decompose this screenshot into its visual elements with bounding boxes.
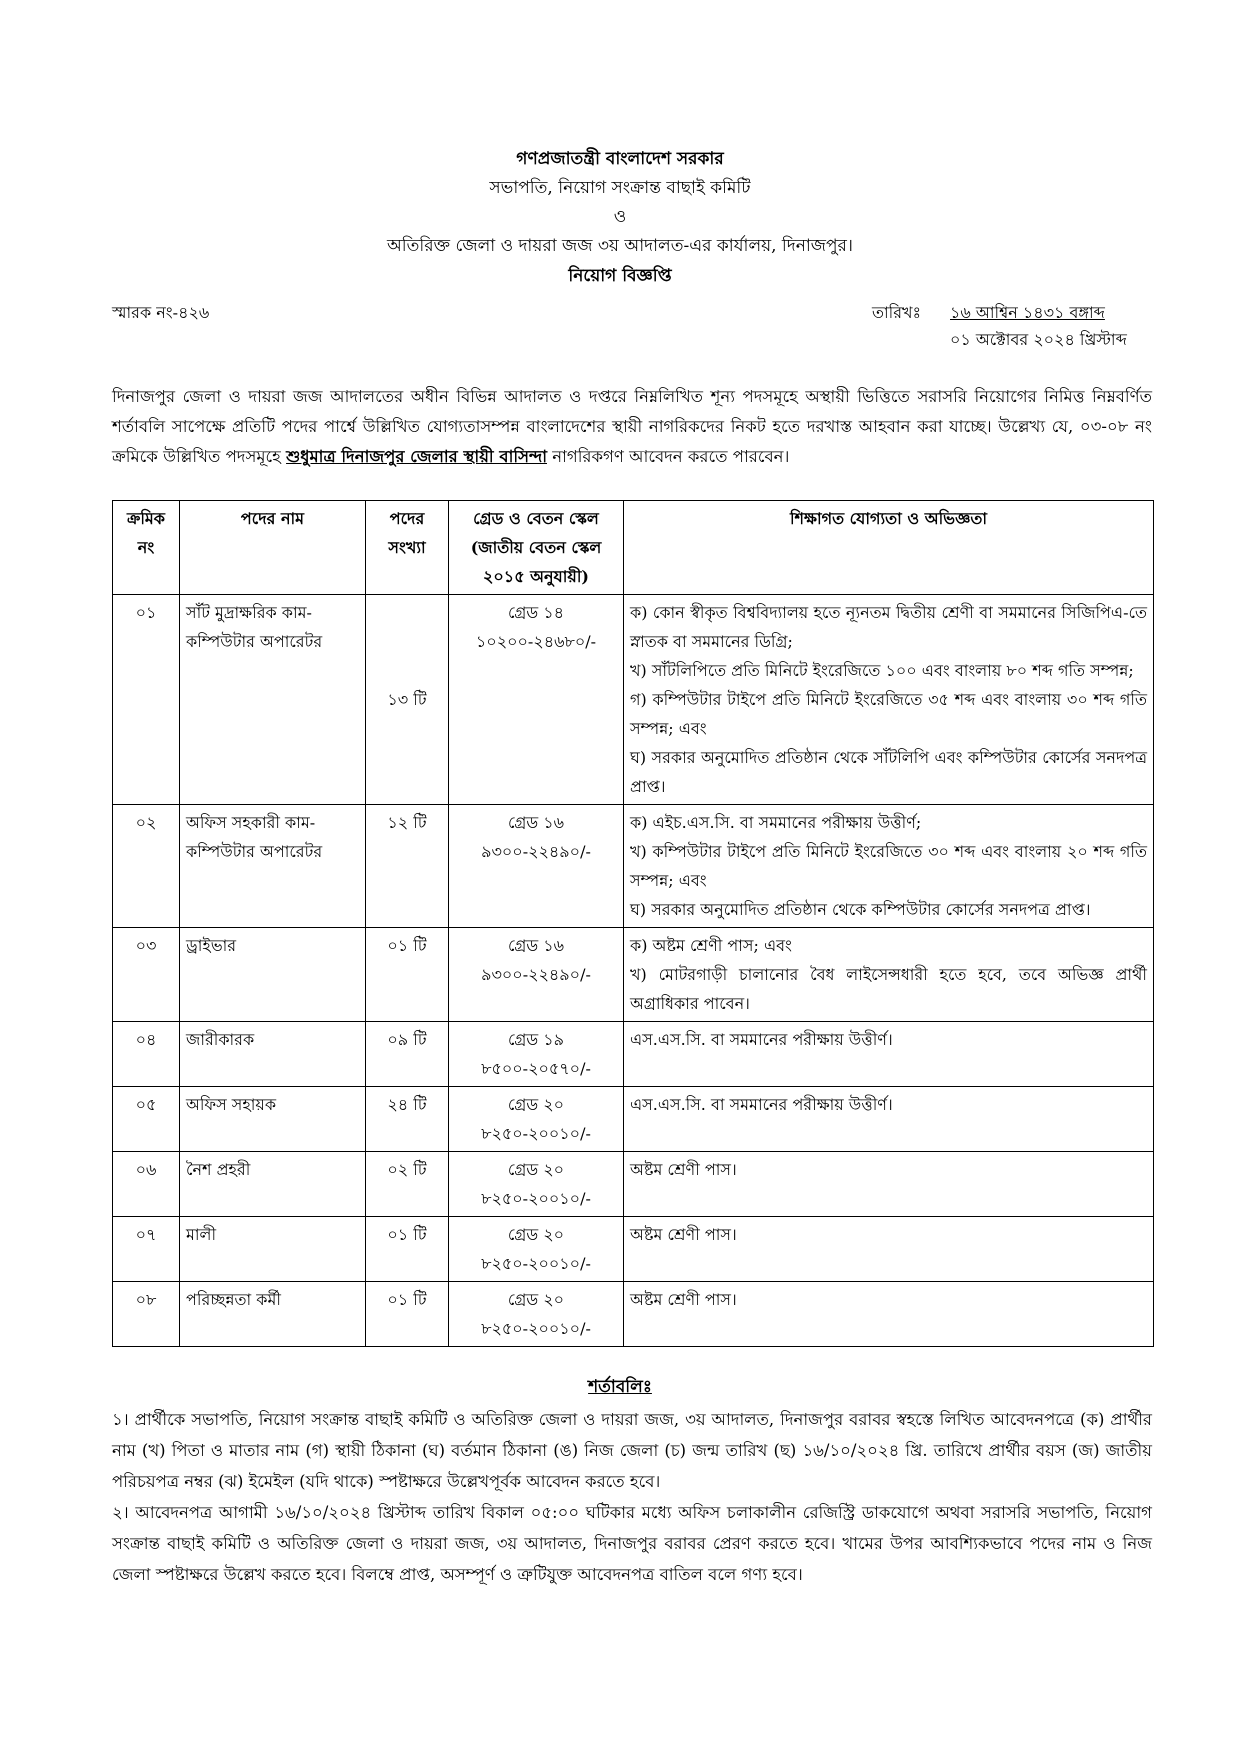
cell-grade	[449, 805, 624, 928]
cell-post: মালী	[180, 1217, 366, 1282]
grade-label: গ্রেড ২০	[507, 1225, 565, 1244]
pay-scale: ৮২৫০-২০০১০/-	[481, 1124, 591, 1143]
header-post: পদের নাম	[180, 501, 366, 595]
pay-scale: ৯৩০০-২২৪৯০/-	[481, 842, 591, 861]
grade-label: গ্রেড ২০	[507, 1095, 565, 1114]
cell-serial: ০৪	[113, 1022, 180, 1087]
cell-qualification	[624, 928, 1154, 1022]
intro-text-2: নাগরিকগণ আবেদন করতে পারবেন।	[547, 447, 790, 466]
term-item: ১। প্রার্থীকে সভাপতি, নিয়োগ সংক্রান্ত বাছাই কমিটি ও অতিরিক্ত জেলা ও দায়রা জজ, ৩য় আদালত, দিনাজপুর বরাবর স্বহস্তে লিখিত আবেদনপত্রে (ক) প্রার্থীর নাম (খ) পিতা ও মাতার নাম (গ) স্থায়ী ঠিকানা (ঘ) বর্তমান ঠিকানা (ঙ) নিজ জেলা (চ) জন্ম তারিখ (ছ) ১৬/১০/২০২৪ খ্রি. তারিখে প্রার্থীর বয়স (জ) জাতীয় পরিচয়পত্র নম্বর (ঝ) ইমেইল (যদি থাকে) স্পষ্টাক্ষরে উল্লেখপূর্বক আবেদন করতে হবে।	[112, 1410, 1152, 1491]
header-qualification: শিক্ষাগত যোগ্যতা ও অভিজ্ঞতা	[624, 501, 1154, 595]
cell-serial: ০১	[113, 595, 180, 805]
cell-count: ০১ টি	[366, 1282, 449, 1347]
cell-grade	[449, 1087, 624, 1152]
notice-title: নিয়োগ বিজ্ঞপ্তি	[568, 266, 672, 286]
cell-qualification	[624, 1217, 1154, 1282]
header-count: পদের সংখ্যা	[366, 501, 449, 595]
date-english: ০১ অক্টোবর ২০২৪ খ্রিস্টাব্দ	[950, 330, 1127, 349]
pay-scale: ৮২৫০-২০০১০/-	[481, 1319, 591, 1338]
pay-scale: ৯৩০০-২২৪৯০/-	[481, 965, 591, 984]
cell-count: ১৩ টি	[366, 595, 449, 805]
qualification-item: খ) মোটরগাড়ী চালানোর বৈধ লাইসেন্সধারী হতে হবে, তবে অভিজ্ঞ প্রার্থী অগ্রাধিকার পাবেন।	[630, 965, 1147, 1013]
cell-grade	[449, 1022, 624, 1087]
office-line: অতিরিক্ত জেলা ও দায়রা জজ ৩য় আদালত-এর কার্যালয়, দিনাজপুর।	[387, 236, 853, 256]
cell-serial: ০৮	[113, 1282, 180, 1347]
cell-grade	[449, 1217, 624, 1282]
cell-count: ০১ টি	[366, 1217, 449, 1282]
table-row	[113, 1217, 1154, 1282]
header-serial: ক্রমিক নং	[113, 501, 180, 595]
cell-post: জারীকারক	[180, 1022, 366, 1087]
qualification-item: গ) কম্পিউটার টাইপে প্রতি মিনিটে ইংরেজিতে ৩৫ শব্দ এবং বাংলায় ৩০ শব্দ গতি সম্পন্ন; এবং	[630, 690, 1147, 738]
qualification-item: এস.এস.সি. বা সমমানের পরীক্ষায় উত্তীর্ণ।	[630, 1095, 893, 1114]
cell-qualification	[624, 1282, 1154, 1347]
cell-grade	[449, 928, 624, 1022]
table-row	[113, 1022, 1154, 1087]
cell-serial: ০৫	[113, 1087, 180, 1152]
intro-paragraph	[112, 382, 1152, 472]
qualification-item: ঘ) সরকার অনুমোদিত প্রতিষ্ঠান থেকে কম্পিউটার কোর্সের সনদপত্র প্রাপ্ত।	[630, 900, 1091, 919]
cell-qualification	[624, 1087, 1154, 1152]
table-row	[113, 1087, 1154, 1152]
qualification-item: ঘ) সরকার অনুমোদিত প্রতিষ্ঠান থেকে সাঁটলিপি এবং কম্পিউটার কোর্সের সনদপত্র প্রাপ্ত।	[630, 748, 1147, 796]
cell-grade	[449, 1282, 624, 1347]
cell-post: সাঁট মুদ্রাক্ষরিক কাম-কম্পিউটার অপারেটর	[180, 595, 366, 805]
cell-count: ০৯ টি	[366, 1022, 449, 1087]
cell-qualification	[624, 1022, 1154, 1087]
pay-scale: ৮৫০০-২০৫৭০/-	[481, 1059, 591, 1078]
pay-scale: ১০২০০-২৪৬৮০/-	[475, 632, 597, 651]
cell-post: ড্রাইভার	[180, 928, 366, 1022]
cell-post: পরিচ্ছন্নতা কর্মী	[180, 1282, 366, 1347]
grade-label: গ্রেড ১৬	[507, 813, 565, 832]
header-grade: গ্রেড ও বেতন স্কেল (জাতীয় বেতন স্কেল ২০১৫ অনুযায়ী)	[449, 501, 624, 595]
vacancy-table	[112, 500, 1154, 1347]
table-row	[113, 928, 1154, 1022]
conjunction: ও	[613, 207, 627, 227]
cell-count: ০১ টি	[366, 928, 449, 1022]
cell-count: ১২ টি	[366, 805, 449, 928]
qualification-item: খ) কম্পিউটার টাইপে প্রতি মিনিটে ইংরেজিতে ৩০ শব্দ এবং বাংলায় ২০ শব্দ গতি সম্পন্ন; এবং	[630, 842, 1147, 890]
date-label: তারিখঃ	[872, 303, 922, 322]
table-header-row	[113, 501, 1154, 595]
pay-scale: ৮২৫০-২০০১০/-	[481, 1189, 591, 1208]
term-item: ২। আবেদনপত্র আগামী ১৬/১০/২০২৪ খ্রিস্টাব্দ তারিখ বিকাল ০৫:০০ ঘটিকার মধ্যে অফিস চলাকালীন রেজিস্ট্রি ডাকযোগে অথবা সরাসরি সভাপতি, নিয়োগ সংক্রান্ত বাছাই কমিটি ও অতিরিক্ত জেলা ও দায়রা জজ, ৩য় আদালত, দিনাজপুর বরাবর প্রেরণ করতে হবে। খামের উপর আবশ্যিকভাবে পদের নাম ও নিজ জেলা স্পষ্টাক্ষরে উল্লেখ করতে হবে। বিলম্বে প্রাপ্ত, অসম্পূর্ণ ও ত্রুটিযুক্ত আবেদনপত্র বাতিল বলে গণ্য হবে।	[112, 1503, 1152, 1584]
cell-qualification	[624, 805, 1154, 928]
cell-post: অফিস সহায়ক	[180, 1087, 366, 1152]
terms-list	[112, 1404, 1152, 1590]
table-row	[113, 805, 1154, 928]
cell-grade	[449, 595, 624, 805]
cell-serial: ০২	[113, 805, 180, 928]
grade-label: গ্রেড ২০	[507, 1160, 565, 1179]
grade-label: গ্রেড ২০	[507, 1290, 565, 1309]
cell-serial: ০৬	[113, 1152, 180, 1217]
qualification-item: এস.এস.সি. বা সমমানের পরীক্ষায় উত্তীর্ণ।	[630, 1030, 893, 1049]
terms-title: শর্তাবলিঃ	[588, 1377, 652, 1397]
qualification-item: অষ্টম শ্রেণী পাস।	[630, 1160, 737, 1179]
cell-qualification	[624, 1152, 1154, 1217]
cell-post: নৈশ প্রহরী	[180, 1152, 366, 1217]
qualification-item: ক) কোন স্বীকৃত বিশ্ববিদ্যালয় হতে ন্যূনতম দ্বিতীয় শ্রেণী বা সমমানের সিজিপিএ-তে স্নাতক বা সমমানের ডিগ্রি;	[630, 603, 1147, 651]
table-row	[113, 1282, 1154, 1347]
document-header	[0, 148, 1240, 288]
table-row	[113, 1152, 1154, 1217]
qualification-item: খ) সাঁটলিপিতে প্রতি মিনিটে ইংরেজিতে ১০০ এবং বাংলায় ৮০ শব্দ গতি সম্পন্ন;	[630, 661, 1134, 680]
intro-highlight: শুধুমাত্র দিনাজপুর জেলার স্থায়ী বাসিন্দা	[286, 447, 547, 466]
cell-post: অফিস সহকারী কাম-কম্পিউটার অপারেটর	[180, 805, 366, 928]
table-row	[113, 595, 1154, 805]
date-block	[872, 300, 1127, 354]
cell-count: ০২ টি	[366, 1152, 449, 1217]
cell-grade	[449, 1152, 624, 1217]
qualification-item: ক) এইচ.এস.সি. বা সমমানের পরীক্ষায় উত্তীর্ণ;	[630, 813, 922, 832]
intro-text-1: দিনাজপুর জেলা ও দায়রা জজ আদালতের অধীন বিভিন্ন আদালত ও দপ্তরে নিম্নলিখিত শূন্য পদসমূহে অস্থায়ী ভিত্তিতে সরাসরি নিয়োগের নিমিত্ত নিম্নবর্ণিত শর্তাবলি সাপেক্ষে প্রতিটি পদের পার্শ্বে উল্লিখিত যোগ্যতাসম্পন্ন বাংলাদেশের স্থায়ী নাগরিকদের নিকট হতে দরখাস্ত আহবান করা যাচ্ছে। উল্লেখ্য যে, ০৩-০৮ নং ক্রমিকে উল্লিখিত পদসমূহে	[112, 387, 1152, 466]
grade-label: গ্রেড ১৬	[507, 936, 565, 955]
qualification-item: অষ্টম শ্রেণী পাস।	[630, 1225, 737, 1244]
qualification-item: ক) অষ্টম শ্রেণী পাস; এবং	[630, 936, 792, 955]
grade-label: গ্রেড ১৪	[507, 603, 565, 622]
cell-serial: ০৩	[113, 928, 180, 1022]
pay-scale: ৮২৫০-২০০১০/-	[481, 1254, 591, 1273]
cell-count: ২৪ টি	[366, 1087, 449, 1152]
qualification-item: অষ্টম শ্রেণী পাস।	[630, 1290, 737, 1309]
date-bangla: ১৬ আশ্বিন ১৪৩১ বঙ্গাব্দ	[950, 303, 1105, 322]
committee-line: সভাপতি, নিয়োগ সংক্রান্ত বাছাই কমিটি	[489, 178, 751, 198]
memo-number: স্মারক নং-৪২৬	[112, 303, 210, 322]
cell-qualification	[624, 595, 1154, 805]
grade-label: গ্রেড ১৯	[507, 1030, 565, 1049]
cell-serial: ০৭	[113, 1217, 180, 1282]
government-name: গণপ্রজাতন্ত্রী বাংলাদেশ সরকার	[516, 149, 724, 169]
